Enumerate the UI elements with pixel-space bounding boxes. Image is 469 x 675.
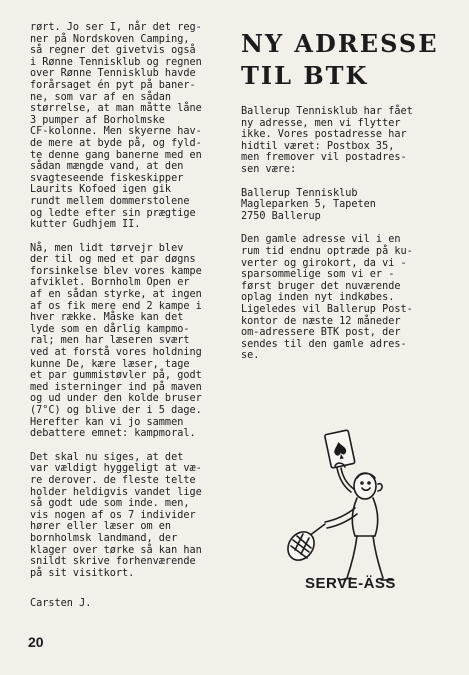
tennis-player-serving-ace-icon [285,412,435,602]
page-number: 20 [28,634,44,650]
address-block: Ballerup Tennisklub Magleparken 5, Tapeten 2750 Ballerup [241,187,376,222]
illustration-caption: SERVE-ÄSS [305,575,396,592]
article-left-column [30,22,228,591]
article-paragraph: Det skal nu siges, at det var vældigt hyggeligt at væ- re derover. de fleste telte holder heldigvis vandet lige så godt ude som inde. men, vis nogen af os 7 individer hører eller læser om en bornholmsk landmand, der klager over tørke så kan han snildt skrive forhenværende på sit visitkort. [30,451,202,579]
article-paragraph: Nå, men lidt tørvejr blev der til og med et par døgns forsinkelse blev vores kampe afviklet. Bornholm Open er af en sådan styrke, at ingen af os fik mere end 2 kampe i hver række. Måske kan det lyde som en dårlig kampmo- ral; men har læseren svært ved at forstå vores holdning kunne De, kære læser, tage et par gummistøvler på, godt med isterninger ind på maven og ud under den kolde bruser (7°C) og blive der i 5 dage. Herefter kan vi jo sammen debattere emnet: kampmoral. [30,242,202,440]
notice-paragraph: Den gamle adresse vil i en rum tid endnu optræde på ku- verter og girokort, da vi - sparsommelige som vi er - først bruger det nuværende oplag inden nyt indkøbes. Ligeledes vil Ballerup Post- kontor de næste 12 måneder om-adressere BTK post, der sendes til den gamle adres- se. [241,234,413,362]
author-signature: Carsten J. [30,598,92,609]
notice-paragraph: Ballerup Tennisklub har fået ny adresse, men vi flytter ikke. Vores postadresse har hidtil været: Postbox 35, men fremover vil postadres- sen være: [241,106,413,175]
notice-right-column [241,28,447,374]
notice-headline: NY ADRESSE TIL BTK [241,29,439,90]
article-paragraph: rørt. Jo ser I, når det reg- ner på Nordskoven Camping, så regner det givetvis også i Rønne Tennisklub og regnen over Rønne Tennisklub havde forårsaget én pyt på baner- ne, som var af en sådan størrelse, at man måtte låne 3 pumper af Borholmske CF-kolonne. Men skyerne hav- de mere at byde på, og fyld- te denne gang banerne med en sådan mængde vand, at den svagteseende fiskeskipper Laurits Kofoed igen gik rundt mellem dommerstolene og ledte efter sin prægtige kutter Gudhjem II. [30,22,202,231]
